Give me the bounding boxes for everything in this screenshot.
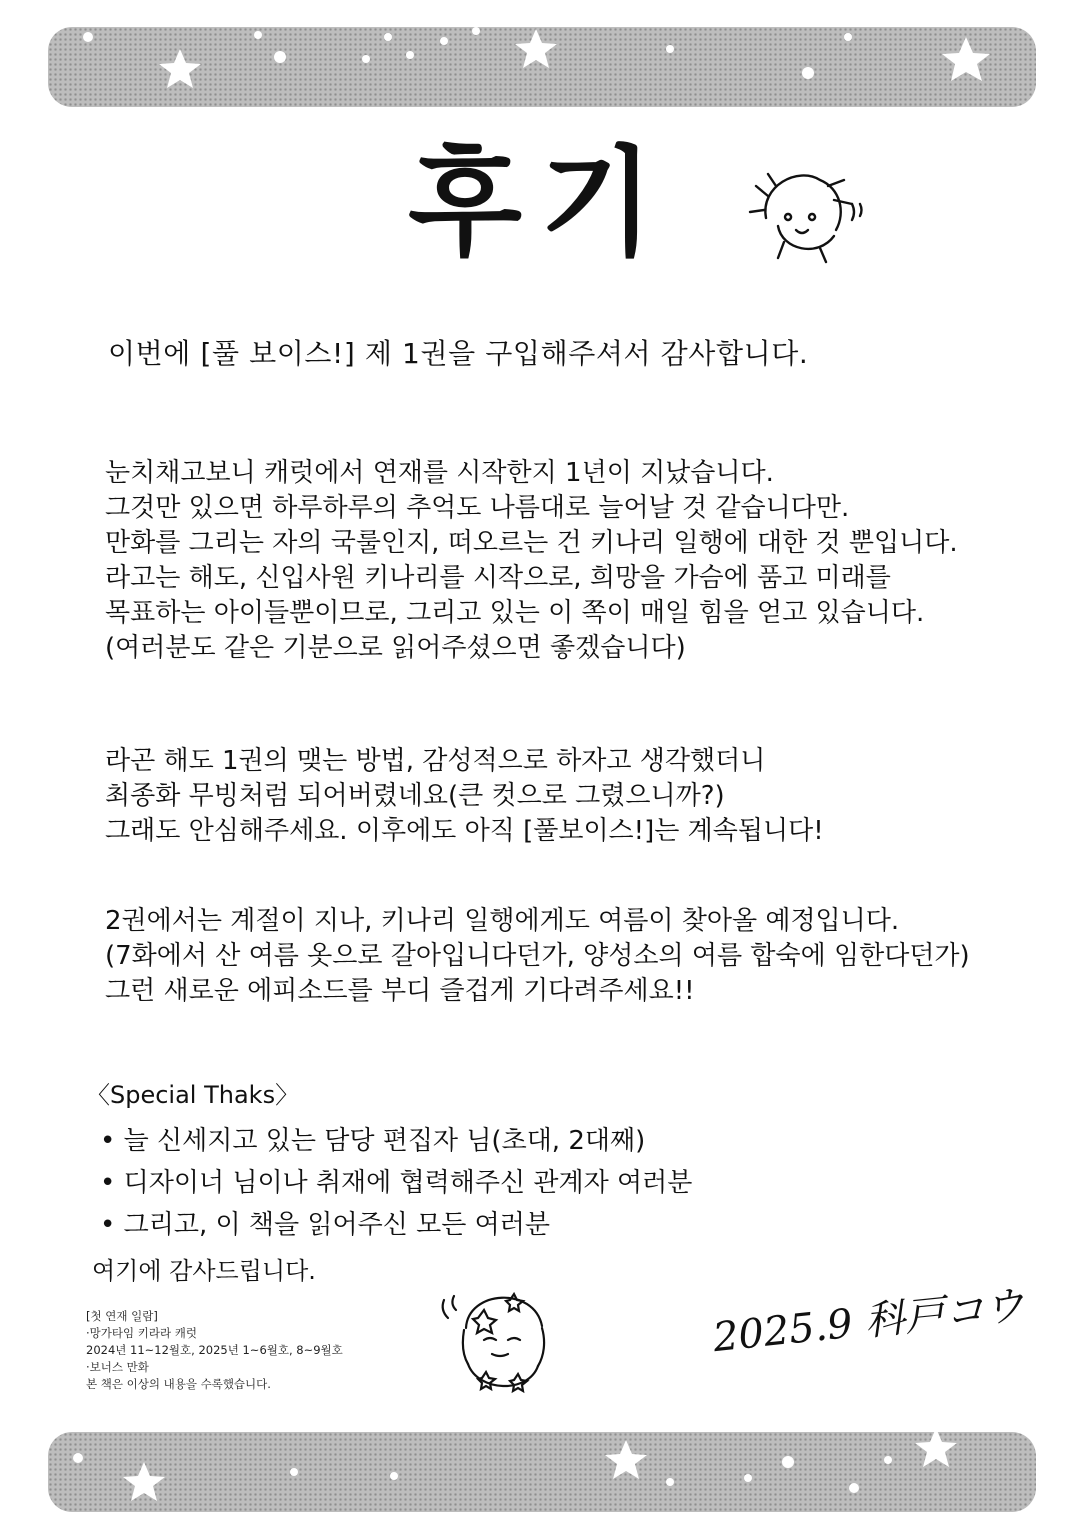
paragraph-line: 목표하는 아이들뿐이므로, 그리고 있는 이 쪽이 매일 힘을 얻고 있습니다. [105,598,925,628]
note-line: 2024년 11~12월호, 2025년 1~6월호, 8~9월호 [86,1343,343,1357]
paragraph-line: 2권에서는 계절이 지나, 키나리 일행에게도 여름이 찾아올 예정입니다. [105,906,900,936]
bottom-star-banner [48,1432,1036,1512]
paragraph-line: 눈치채고보니 캐럿에서 연재를 시작한지 1년이 지났습니다. [105,458,774,488]
paragraph-line: 라고는 해도, 신입사원 키나리를 시작으로, 희망을 가슴에 품고 미래를 [105,563,891,593]
closing-thanks: 여기에 감사드립니다. [92,1257,316,1285]
special-thanks-heading: 〈Special Thaks〉 [86,1081,300,1109]
list-item: • 늘 신세지고 있는 담당 편집자 님(초대, 2대째) [100,1126,646,1156]
paragraph-1 [105,456,958,666]
list-item: • 그리고, 이 책을 읽어주신 모든 여러분 [100,1210,550,1240]
star-hat-girl-doodle-icon [438,1282,568,1402]
note-line: ·망가타임 키라라 캐럿 [86,1326,197,1340]
girl-face-doodle-icon [748,166,866,266]
special-thanks-list [100,1120,692,1246]
note-line: [첫 연재 일람] [86,1309,158,1323]
paragraph-3 [105,904,970,1009]
paragraph-line: 만화를 그리는 자의 국룰인지, 떠오르는 건 키나리 일행에 대한 것 뿐입니다. [105,528,958,558]
paragraph-line: 그래도 안심해주세요. 이후에도 아직 [풀보이스!]는 계속됩니다! [105,816,824,846]
paragraph-line: (7화에서 산 여름 옷으로 갈아입니다던가, 양성소의 여름 합숙에 임한다던가) [105,941,970,971]
note-line: ·보너스 만화 [86,1360,149,1374]
top-star-banner [48,27,1036,107]
signature: 2025.9 科戸コウ [710,1282,1027,1362]
star-icon [123,1432,957,1501]
paragraph-2 [105,744,824,849]
list-item: • 디자이너 님이나 취재에 협력해주신 관계자 여러분 [100,1168,693,1198]
paragraph-line: 라곤 해도 1권의 맺는 방법, 감성적으로 하자고 생각했더니 [105,746,766,776]
intro-text: 이번에 [풀 보이스!] 제 1권을 구입해주셔서 감사합니다. [108,337,809,370]
note-line: 본 책은 이상의 내용을 수록했습니다. [86,1377,271,1391]
serialization-note [86,1308,343,1393]
paragraph-line: (여러분도 같은 기분으로 읽어주셨으면 좋겠습니다) [105,633,686,663]
paragraph-line: 그런 새로운 에피소드를 부디 즐겁게 기다려주세요!! [105,976,695,1006]
page-title: 후기 [408,134,672,272]
paragraph-line: 최종화 무빙처럼 되어버렸네요(큰 컷으로 그렸으니까?) [105,781,725,811]
paragraph-line: 그것만 있으면 하루하루의 추억도 나름대로 늘어날 것 같습니다만. [105,493,850,523]
